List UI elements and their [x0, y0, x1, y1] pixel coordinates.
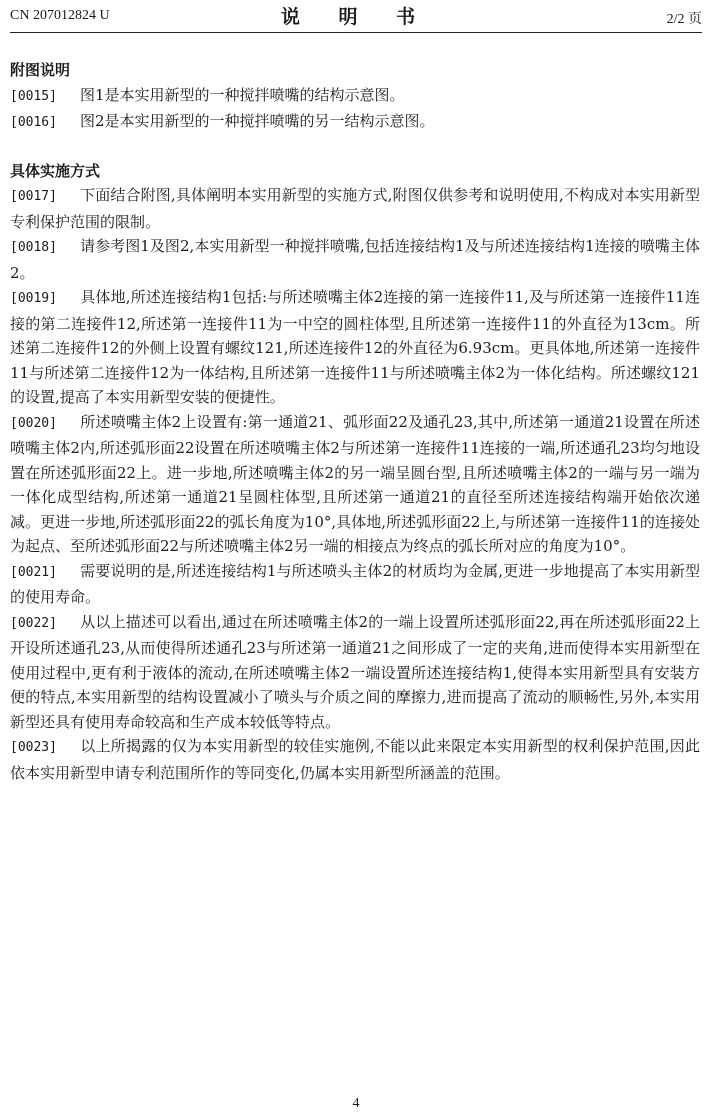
paragraph-text: 下面结合附图,具体阐明本实用新型的实施方式,附图仅供参考和说明使用,不构成对本实用新型专利保护范围的限制。	[10, 186, 700, 231]
paragraph-number: [0018]	[10, 240, 57, 255]
paragraph-text: 以上所揭露的仅为本实用新型的较佳实施例,不能以此来限定本实用新型的权利保护范围,因此依本实用新型申请专利范围所作的等同变化,仍属本实用新型所涵盖的范围。	[10, 737, 700, 782]
paragraph-text: 请参考图1及图2,本实用新型一种搅拌喷嘴,包括连接结构1及与所述连接结构1连接的喷嘴主体2。	[10, 237, 700, 282]
page-indicator: 2/2 页	[666, 12, 702, 27]
paragraph-number: [0021]	[10, 564, 57, 580]
header-divider	[10, 32, 702, 33]
paragraph	[10, 109, 700, 136]
document-title: 说 明 书	[280, 6, 432, 28]
paragraph-text: 所述喷嘴主体2上设置有:第一通道21、弧形面22及通孔23,其中,所述第一通道21设置在所述喷嘴主体2内,所述弧形面22设置在所述喷嘴主体2与所述第一连接件11连接的一端,所述通孔23均匀地设置在所述弧形面22上。进一步地,所述喷嘴主体2的另一端呈圆台型,且所述喷嘴主体2的一端与另一端为一体化成型结构,所述第一通道21呈圆柱体型,且所述第一通道21的直径至所述连接结构端开始依次递减。更进一步地,所述弧形面22的弧长角度为10°,具体地,所述弧形面22上,与所述第一连接件11的连接处为起点、至所述弧形面22与所述喷嘴主体2另一端的相接点为终点的弧长所对应的角度为10°。	[10, 412, 700, 555]
paragraph-text: 具体地,所述连接结构1包括:与所述喷嘴主体2连接的第一连接件11,及与所述第一连接件11连接的第二连接件12,所述第一连接件11为一中空的圆柱体型,且所述第一连接件11的外直径为13cm。所述第二连接件12的外侧上设置有螺纹121,所述连接件12的外直径为6.93cm。更具体地,所述第一连接件11与所述第二连接件12为一体结构,且所述第一连接件11与所述喷嘴主体2为一体化结构。所述螺纹121的设置,提高了本实用新型安装的便捷性。	[10, 288, 700, 406]
paragraph-text: 图2是本实用新型的一种搅拌喷嘴的另一结构示意图。	[80, 112, 435, 130]
paragraph	[10, 410, 700, 559]
paragraph-text: 从以上描述可以看出,通过在所述喷嘴主体2的一端上设置所述弧形面22,再在所述弧形面22上开设所述通孔23,从而使得所述通孔23与所述第一通道21之间形成了一定的夹角,进而使得本实用新型在使用过程中,更有利于液体的流动,在所述喷嘴主体2一端设置所述连接结构1,使得本实用新型具有安装方便的特点,本实用新型的结构设置减小了喷头与介质之间的摩擦力,进而提高了流动的顺畅性,另外,本实用新型还具有使用寿命较高和生产成本较低等特点。	[10, 612, 700, 731]
paragraph-number: [0015]	[10, 88, 57, 104]
publication-number: CN 207012824 U	[10, 8, 110, 23]
paragraph	[10, 234, 700, 285]
paragraph	[10, 183, 700, 234]
paragraph	[10, 610, 700, 735]
section-title-embodiments: 具体实施方式	[10, 161, 101, 180]
page-number: 4	[352, 1096, 360, 1111]
paragraph	[10, 285, 700, 410]
paragraph-number: [0016]	[10, 115, 57, 130]
paragraph-number: [0020]	[10, 415, 57, 431]
paragraph	[10, 559, 700, 610]
paragraph-number: [0022]	[10, 615, 57, 631]
paragraph-number: [0023]	[10, 740, 57, 755]
page-header	[0, 0, 712, 36]
paragraph-number: [0017]	[10, 189, 57, 204]
section-title-drawings: 附图说明	[10, 61, 71, 79]
paragraph	[10, 734, 700, 785]
paragraph-number: [0019]	[10, 291, 57, 306]
paragraph-text: 需要说明的是,所述连接结构1与所述喷头主体2的材质均为金属,更进一步地提高了本实用新型的使用寿命。	[10, 561, 700, 606]
paragraph-text: 图1是本实用新型的一种搅拌喷嘴的结构示意图。	[80, 85, 405, 104]
document-body	[10, 58, 700, 785]
paragraph	[10, 83, 700, 110]
